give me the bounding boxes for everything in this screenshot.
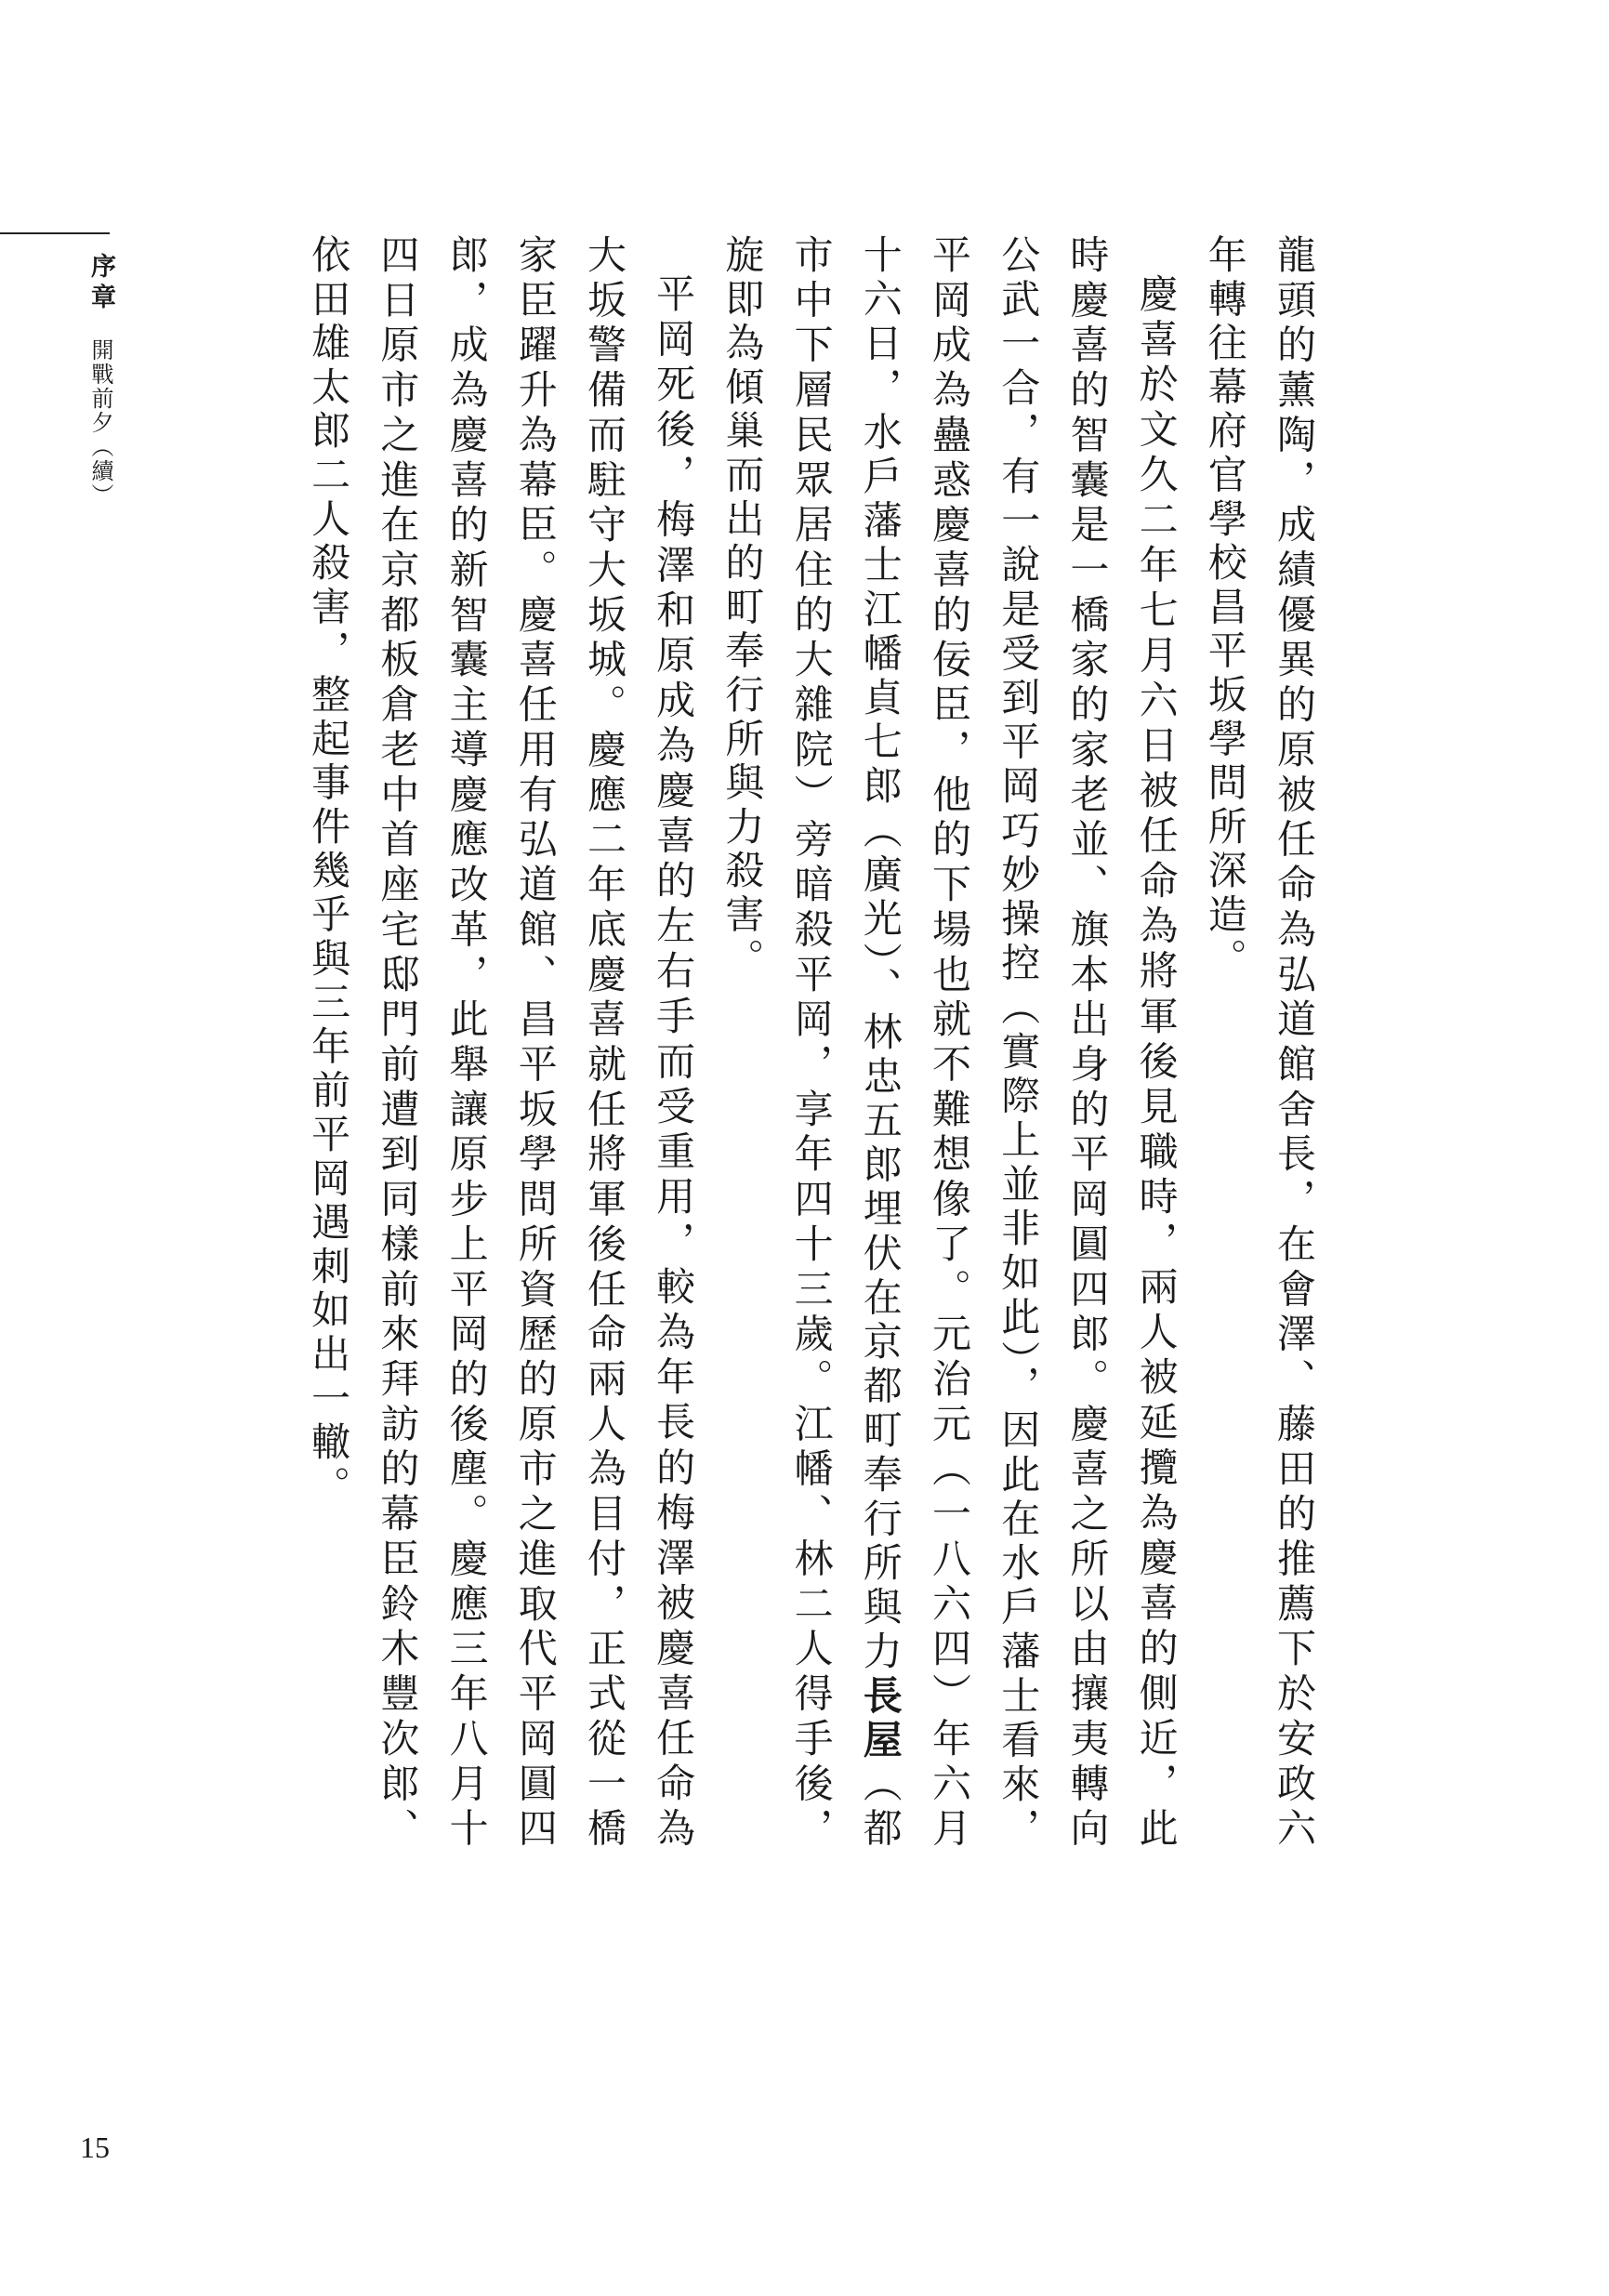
paragraph-3 [294,234,707,1852]
body-text [138,234,1328,1852]
margin-rule [0,232,110,234]
paragraph-1-text: 龍頭的薰陶，成績優異的原被任命為弘道館舍長，在會澤、藤田的推薦下於安政六年轉往幕府官學校昌平坂學問所深造。 [1202,234,1317,1852]
running-head [82,253,119,508]
paragraph-2-text-b: （都市中下層民眾居住的大雜院）旁暗殺平岡，享年四十三歲。江幡、林二人得手後，旋即為傾巢而出的町奉行所與力殺害。 [719,234,903,1852]
page-number: 15 [80,2131,110,2164]
paragraph-2-text-a: 慶喜於文久二年七月六日被任命為將軍後見職時，兩人被延攬為慶喜的側近，此時慶喜的智囊是一橋家的家老並、旗本出身的平岡圓四郎。慶喜之所以由攘夷轉向公武一合，有一說是受到平岡巧妙操控（實際上並非如此），因此在水戶藩士看來，平岡成為蠱惑慶喜的佞臣，他的下場也就不難想像了。元治元（一八六四）年六月十六日，水戶藩士江幡貞七郎（廣光）、林忠五郎埋伏在京都町奉行所與力 [857,234,1180,1852]
paragraph-3-text: 平岡死後，梅澤和原成為慶喜的左右手而受重用，較為年長的梅澤被慶喜任命為大坂警備而駐守大坂城。慶應二年底慶喜就任將軍後任命兩人為目付，正式從一橋家臣躍升為幕臣。慶喜任用有弘道館、昌平坂學問所資歷的原市之進取代平岡圓四郎，成為慶喜的新智囊主導慶應改革，此舉讓原步上平岡的後塵。慶應三年八月十四日原市之進在京都板倉老中首座宅邸門前遭到同樣前來拜訪的幕臣鈴木豐次郎、依田雄太郎二人殺害，整起事件幾乎與三年前平岡遇刺如出一轍。 [306,234,697,1852]
paragraph-2 [707,234,1190,1852]
paragraph-1 [1191,234,1328,1852]
running-head-chapter: 序章 [86,253,115,314]
running-head-subtitle: 開戰前夕（續） [87,338,113,508]
paragraph-2-emphasis: 長屋 [857,1674,903,1764]
